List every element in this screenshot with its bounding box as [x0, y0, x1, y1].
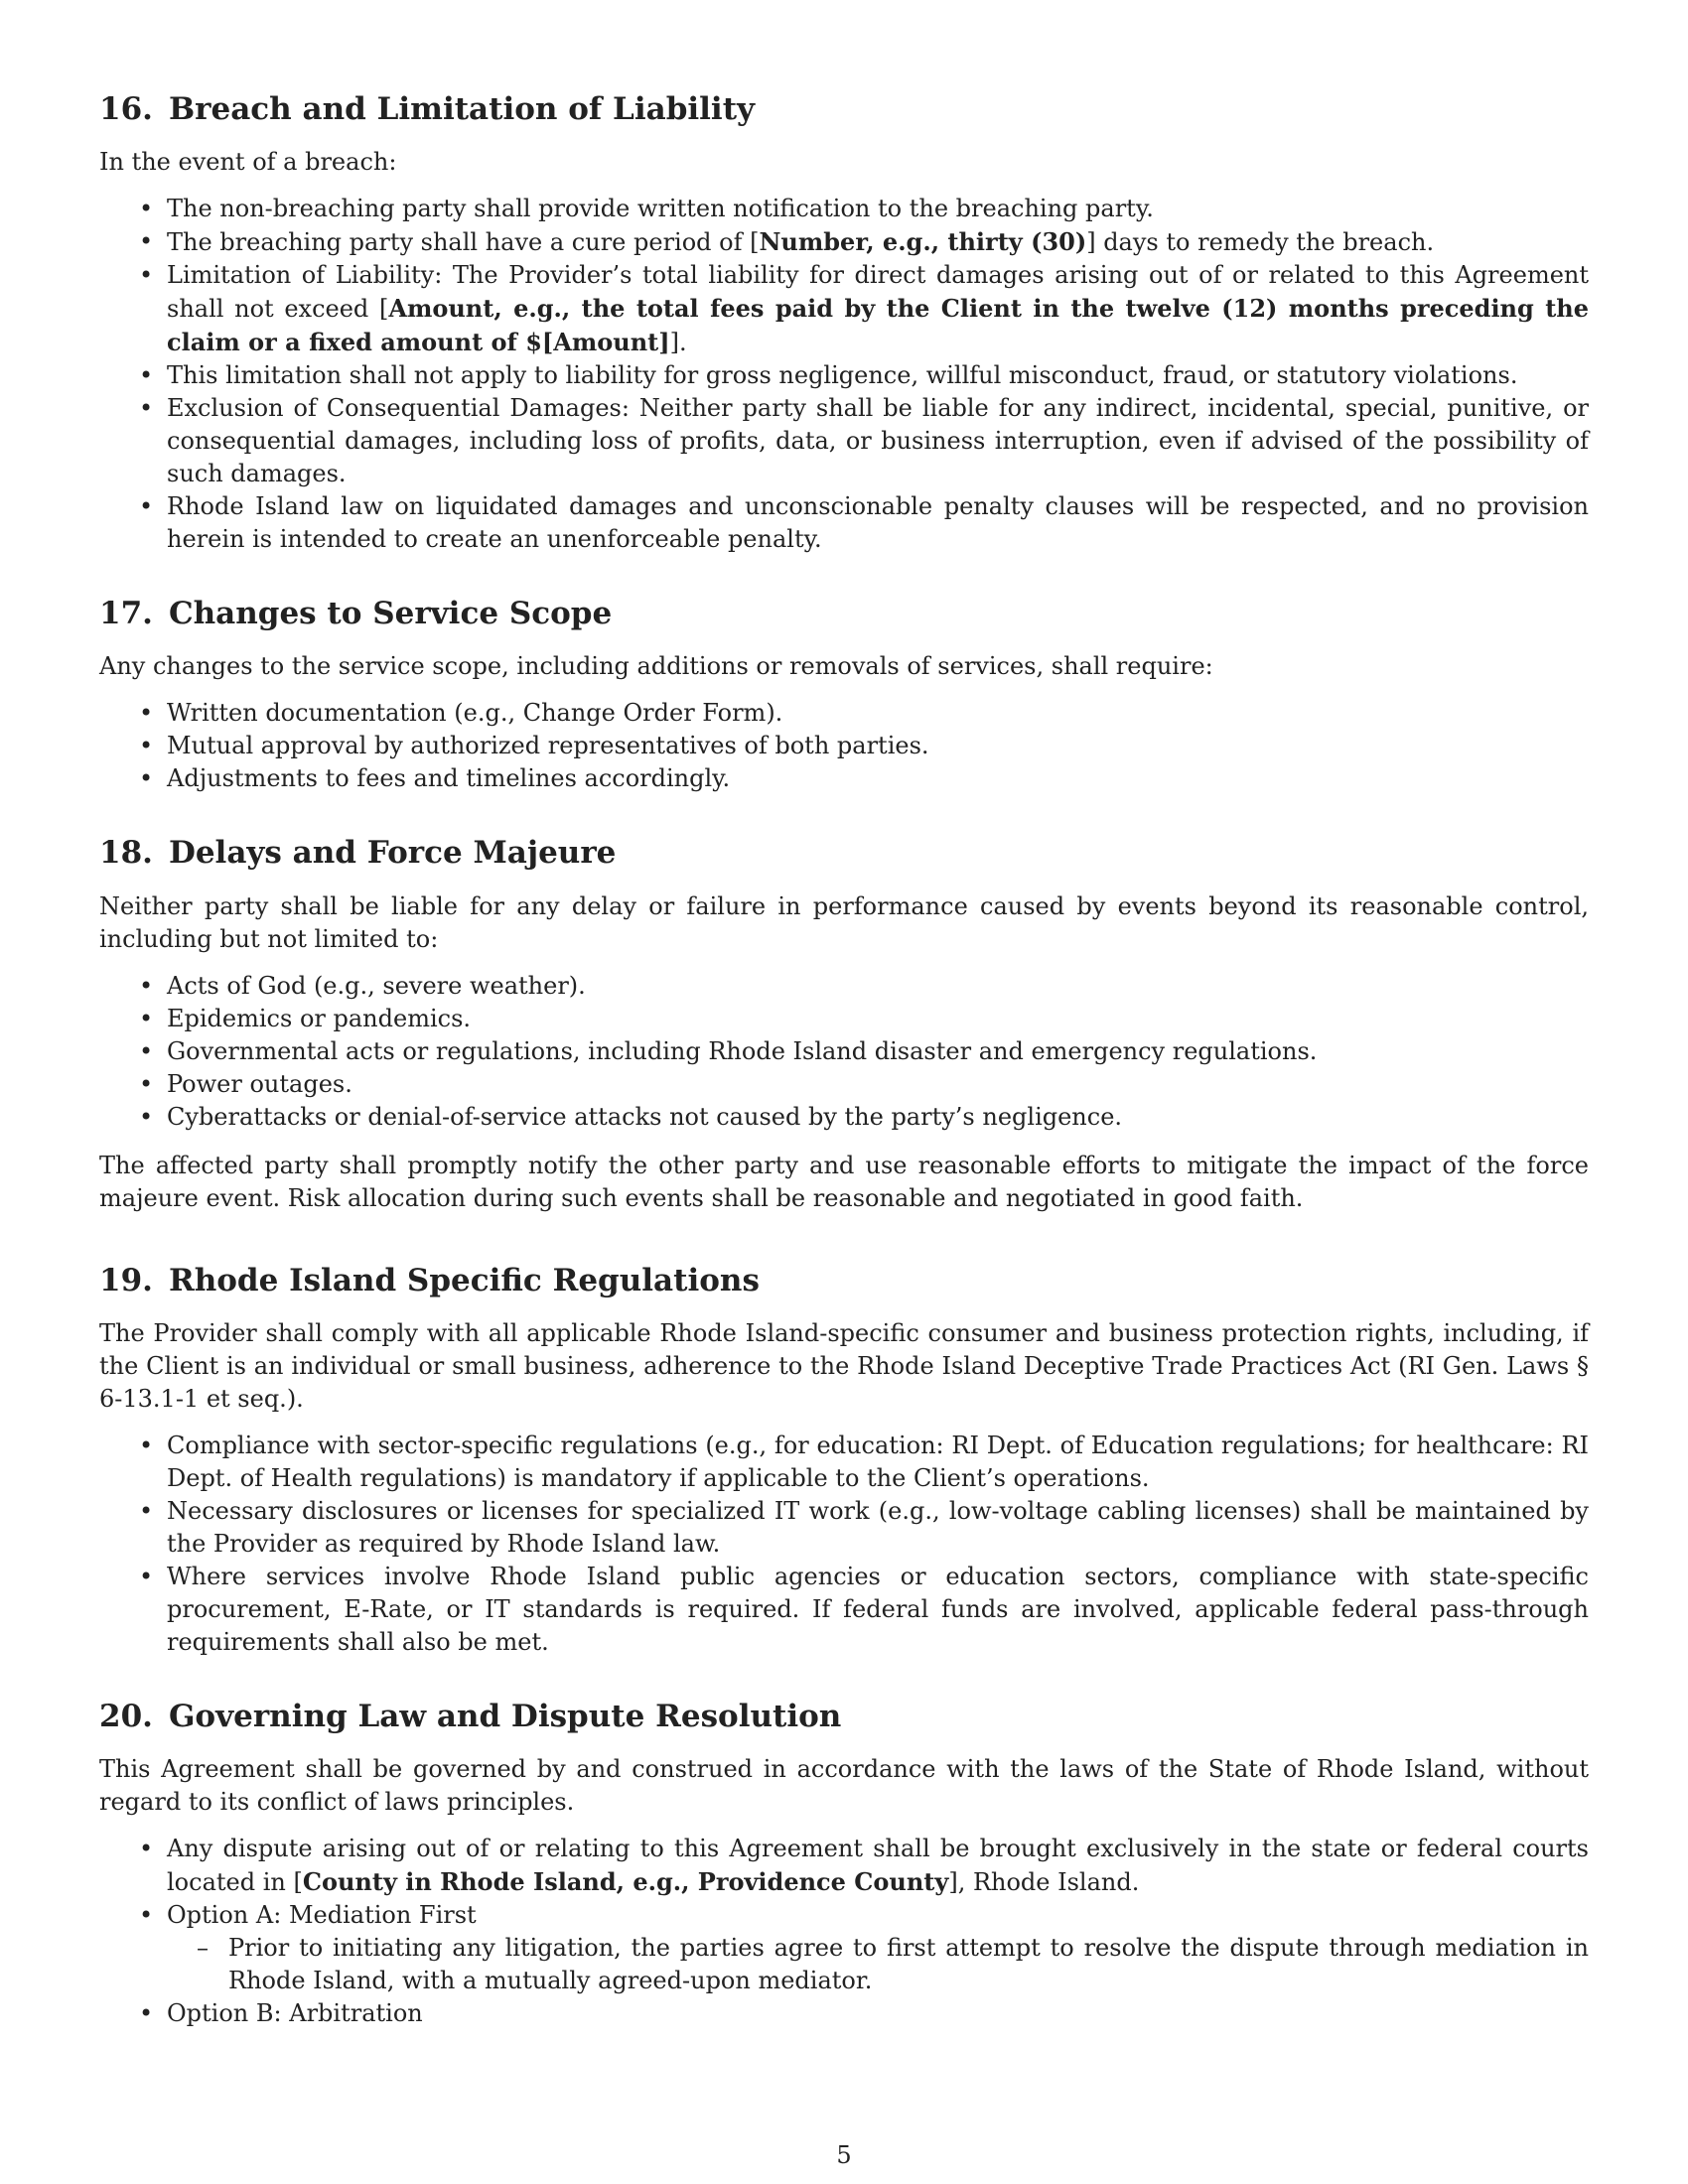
- list-item: • Exclusion of Consequential Damages: Neither party shall be liable for any indirect, incidental, special, punitive, or consequential damages, including loss of profits, data, or business interruption, even if advised of the possibility of such damages.: [139, 394, 1589, 488]
- section-intro: This Agreement shall be governed by and construed in accordance with the laws of the State of Rhode Island, without regard to its conflict of laws principles.: [99, 1754, 1589, 1816]
- list-item: • Written documentation (e.g., Change Order Form).: [139, 699, 783, 728]
- list-item: • Governmental acts or regulations, including Rhode Island disaster and emergency regulations.: [139, 1036, 1318, 1065]
- list-item: • Acts of God (e.g., severe weather).: [139, 971, 586, 1000]
- bullet-list: [99, 193, 1589, 556]
- list-item: • Limitation of Liability: The Provider’s total liability for direct damages arising out of or related to this Agreement shall not exceed [Amount, e.g., the total fees paid by the Client in the twelve (12) months preceding the claim or a fixed amount of $[Amount]].: [139, 261, 1589, 357]
- sub-list: [167, 1932, 1589, 1997]
- list-item: • Mutual approval by authorized representatives of both parties.: [139, 732, 929, 760]
- list-item: • Compliance with sector-specific regulations (e.g., for education: RI Dept. of Education regulations; for healthcare: RI Dept. of Health regulations) is mandatory if applicable to the Client’s operations.: [139, 1431, 1589, 1492]
- section-19: [99, 1263, 1589, 1659]
- section-heading: 16. Breach and Limitation of Liability: [99, 91, 756, 127]
- list-item: • Power outages.: [139, 1069, 352, 1098]
- list-item: • The non-breaching party shall provide written notification to the breaching party.: [139, 195, 1154, 223]
- section-heading: 18. Delays and Force Majeure: [99, 835, 617, 872]
- list-item: • Option A: Mediation First – Prior to initiating any litigation, the parties agree to first attempt to resolve the dispute through mediation in Rhode Island, with a mutually agreed-upon mediator.: [99, 1899, 1589, 1997]
- list-item: • Epidemics or pandemics.: [139, 1004, 472, 1032]
- bullet-list: [99, 697, 1589, 795]
- list-item: • Necessary disclosures or licenses for specialized IT work (e.g., low-voltage cabling licenses) shall be maintained by the Provider as required by Rhode Island law.: [139, 1496, 1589, 1558]
- section-heading: 17. Changes to Service Scope: [99, 596, 613, 632]
- bullet-list: [99, 1833, 1589, 2030]
- section-outro: The affected party shall promptly notify the other party and use reasonable efforts to mitigate the impact of the force majeure event. Risk allocation during such events shall be reasonable and negotiated in good faith.: [99, 1151, 1589, 1212]
- section-heading: 20. Governing Law and Dispute Resolution: [99, 1698, 842, 1734]
- section-intro: Any changes to the service scope, including additions or removals of services, shall require:: [99, 652, 1213, 681]
- section-18: [99, 835, 1589, 1214]
- section-16: [99, 91, 1589, 556]
- list-item: • The breaching party shall have a cure period of [Number, e.g., thirty (30)] days to remedy the breach.: [139, 227, 1435, 257]
- section-intro: Neither party shall be liable for any delay or failure in performance caused by events beyond its reasonable control, including but not limited to:: [99, 891, 1589, 953]
- section-17: [99, 596, 1589, 795]
- bullet-list: [99, 1430, 1589, 1659]
- list-item: • Any dispute arising out of or relating to this Agreement shall be brought exclusively in the state or federal courts located in [County in Rhode Island, e.g., Providence County], Rhode Island.: [139, 1834, 1589, 1896]
- list-item: • Where services involve Rhode Island public agencies or education sectors, compliance with state-specific procurement, E-Rate, or IT standards is required. If federal funds are involved, applicable federal pass-through requirements shall also be met.: [139, 1562, 1589, 1656]
- page-number: 5: [836, 2141, 852, 2169]
- sub-list-item: – Prior to initiating any litigation, the parties agree to first attempt to resolve the dispute through mediation in Rhode Island, with a mutually agreed-upon mediator.: [197, 1933, 1589, 1994]
- list-item: • Cyberattacks or denial-of-service attacks not caused by the party’s negligence.: [139, 1102, 1123, 1131]
- document-page: [99, 91, 1589, 2070]
- list-item: • Rhode Island law on liquidated damages and unconscionable penalty clauses will be respected, and no provision herein is intended to create an unenforceable penalty.: [139, 492, 1589, 554]
- section-heading: 19. Rhode Island Specific Regulations: [99, 1262, 760, 1298]
- list-item: • Adjustments to fees and timelines accordingly.: [139, 764, 731, 793]
- section-intro: In the event of a breach:: [99, 148, 397, 177]
- list-item: • Option B: Arbitration: [139, 1998, 423, 2027]
- section-intro: The Provider shall comply with all applicable Rhode Island-specific consumer and business protection rights, including, if the Client is an individual or small business, adherence to the Rhode Island Deceptive Trade Practices Act (RI Gen. Laws § 6-13.1-1 et seq.).: [99, 1318, 1589, 1413]
- section-20: [99, 1699, 1589, 2030]
- bullet-list: [99, 970, 1589, 1134]
- list-item: • This limitation shall not apply to liability for gross negligence, willful misconduct, fraud, or statutory violations.: [139, 361, 1518, 390]
